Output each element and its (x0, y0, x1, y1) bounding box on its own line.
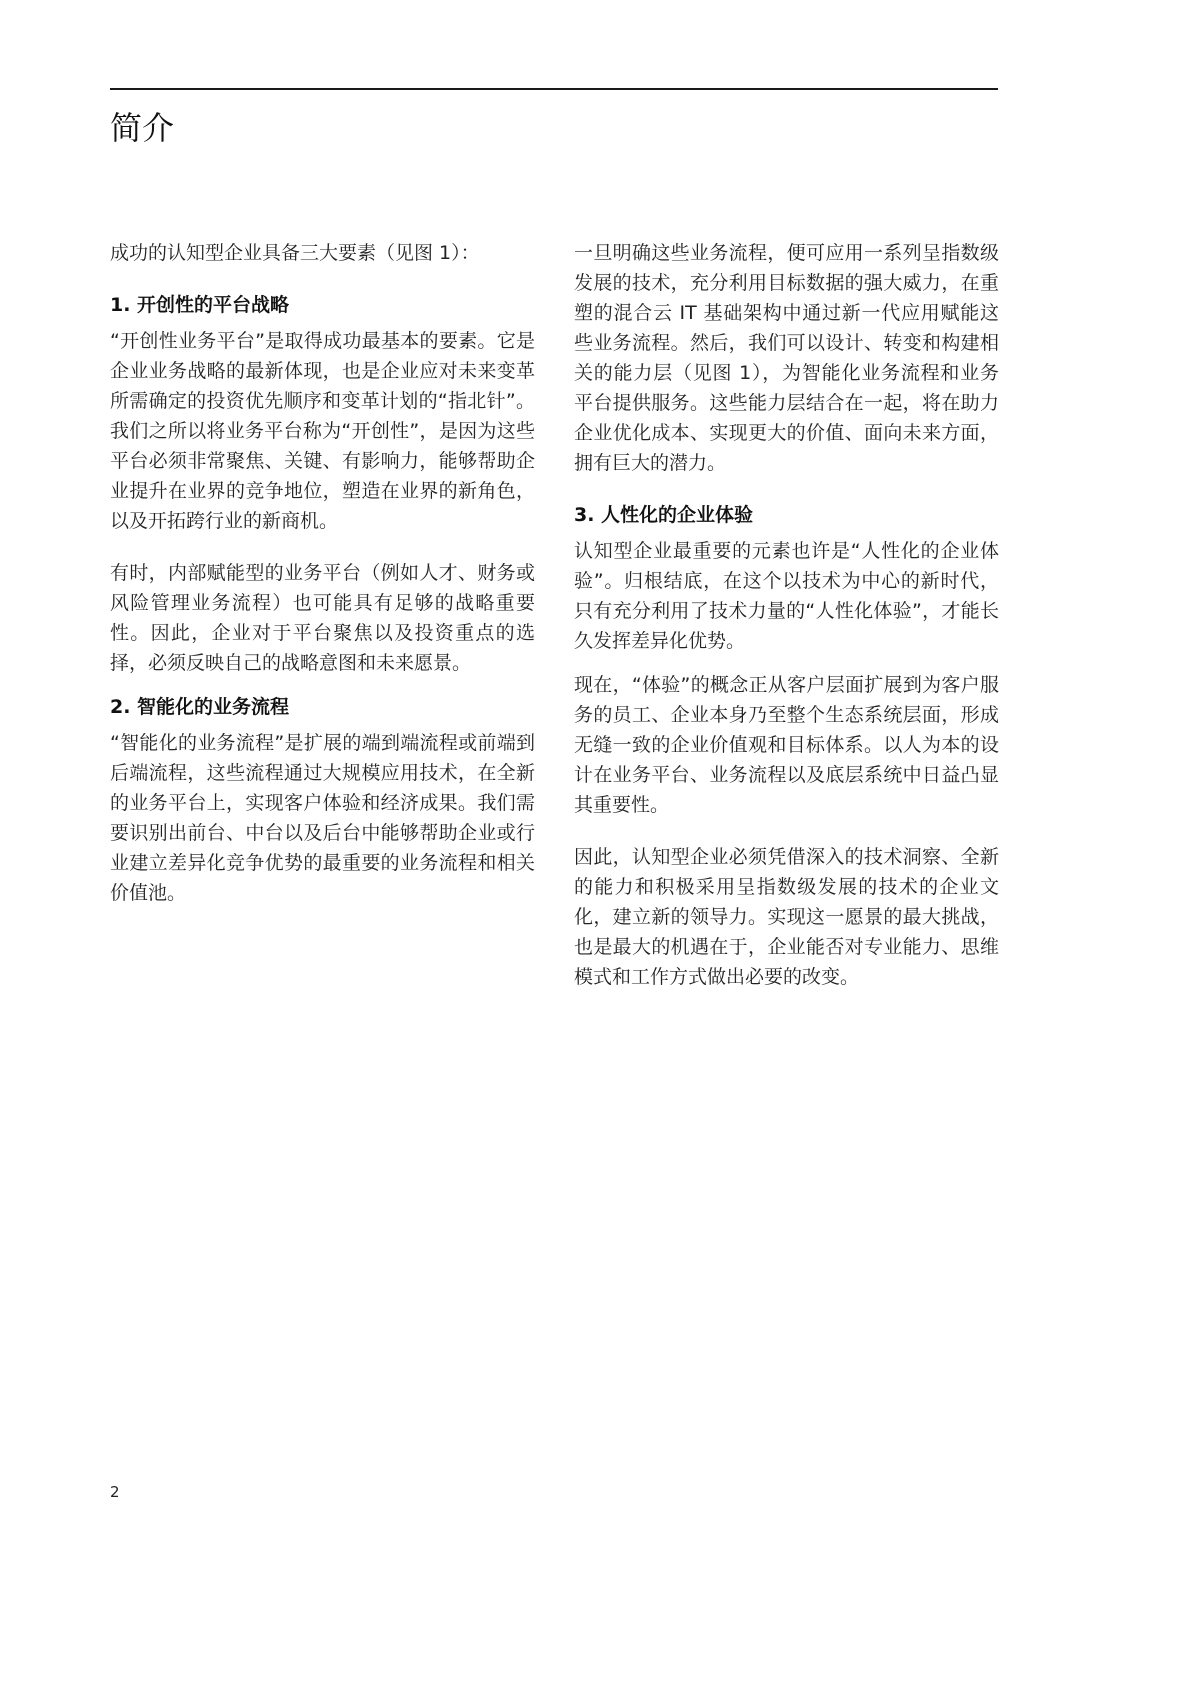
section-3-paragraph-2: 现在，“体验”的概念正从客户层面扩展到为客户服务的员工、企业本身乃至整个生态系统层面，形成无缝一致的企业价值观和目标体系。以人为本的设计在业务平台、业务流程以及底层系统中日益凸显其重要性。 (574, 674, 999, 816)
section-2-heading: 2. 智能化的业务流程 (110, 696, 290, 718)
section-3-paragraph-1: 认知型企业最重要的元素也许是“人性化的企业体验”。归根结底，在这个以技术为中心的新时代，只有充分利用了技术力量的“人性化体验”，才能长久发挥差异化优势。 (574, 540, 999, 652)
page-number: 2 (110, 1483, 120, 1501)
section-3-heading: 3. 人性化的企业体验 (574, 504, 754, 526)
section-1-paragraph-2: 有时，内部赋能型的业务平台（例如人才、财务或风险管理业务流程）也可能具有足够的战略重要性。因此，企业对于平台聚焦以及投资重点的选择，必须反映自己的战略意图和未来愿景。 (110, 562, 535, 674)
page-title: 简介 (110, 109, 175, 147)
section-1-paragraph-1: “开创性业务平台”是取得成功最基本的要素。它是企业业务战略的最新体现，也是企业应对未来变革所需确定的投资优先顺序和变革计划的“指北针”。我们之所以将业务平台称为“开创性”，是因为这些平台必须非常聚焦、关键、有影响力，能够帮助企业提升在业界的竞争地位，塑造在业界的新角色，以及开拓跨行业的新商机。 (110, 330, 535, 532)
section-1-heading: 1. 开创性的平台战略 (110, 294, 290, 316)
section-2-paragraph-2: 一旦明确这些业务流程，便可应用一系列呈指数级发展的技术，充分利用目标数据的强大威力，在重塑的混合云 IT 基础架构中通过新一代应用赋能这些业务流程。然后，我们可以设计、转变和构建相关的能力层（见图 1），为智能化业务流程和业务平台提供服务。这些能力层结合在一起，将在助力企业优化成本、实现更大的价值、面向未来方面，拥有巨大的潜力。 (574, 242, 999, 474)
top-rule (110, 88, 998, 90)
left-column (110, 238, 535, 908)
right-column (574, 238, 999, 992)
section-2-paragraph-1: “智能化的业务流程”是扩展的端到端流程或前端到后端流程，这些流程通过大规模应用技术，在全新的业务平台上，实现客户体验和经济成果。我们需要识别出前台、中台以及后台中能够帮助企业或行业建立差异化竞争优势的最重要的业务流程和相关价值池。 (110, 732, 535, 904)
section-3-paragraph-3: 因此，认知型企业必须凭借深入的技术洞察、全新的能力和积极采用呈指数级发展的技术的企业文化，建立新的领导力。实现这一愿景的最大挑战，也是最大的机遇在于，企业能否对专业能力、思维模式和工作方式做出必要的改变。 (574, 846, 999, 988)
intro-paragraph: 成功的认知型企业具备三大要素（见图 1）： (110, 242, 480, 264)
